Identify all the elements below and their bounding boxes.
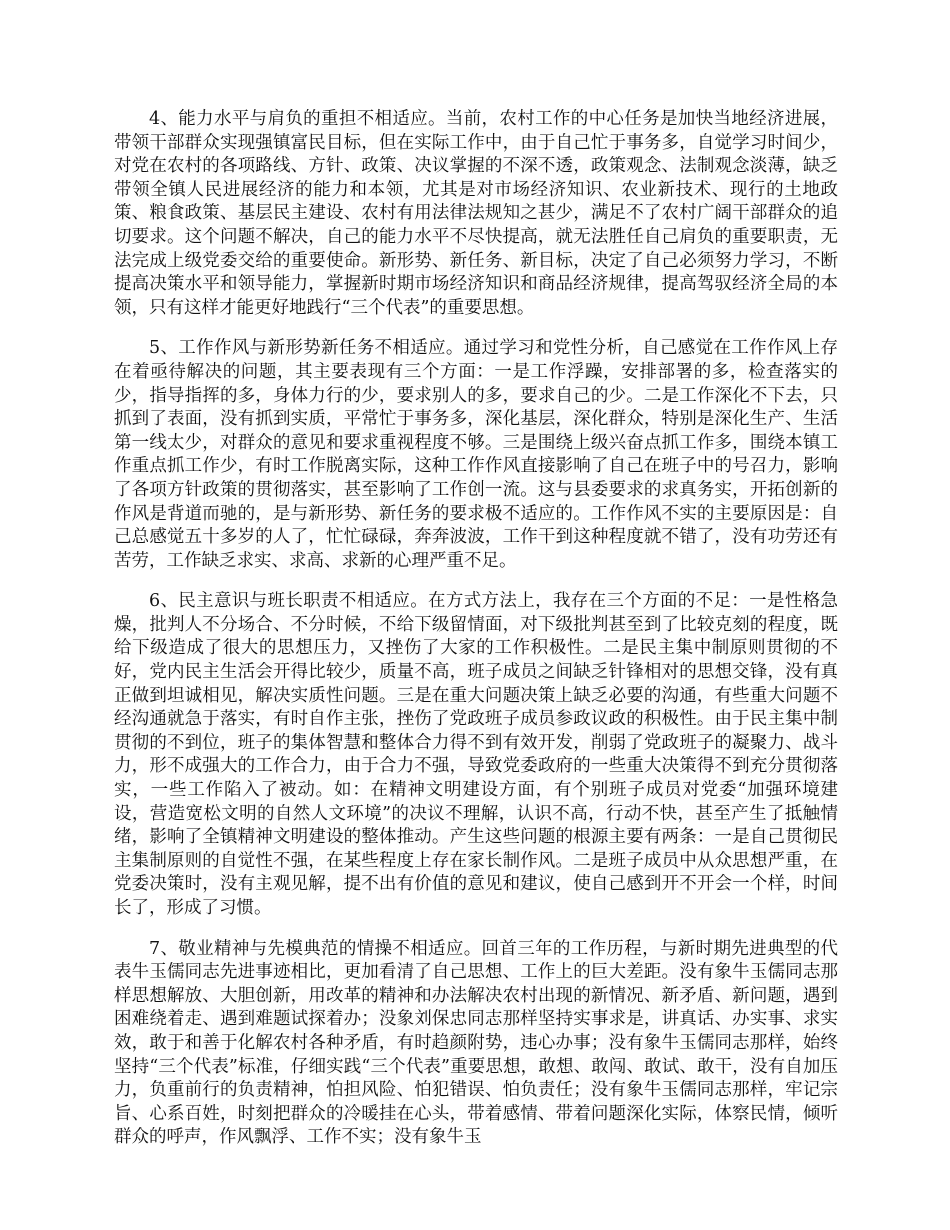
document-body bbox=[114, 108, 838, 1167]
paragraph-6: 6、民主意识与班长职责不相适应。在方式方法上，我存在三个方面的不足：一是性格急燥，批判人不分场合、不分时候，不给下级留情面，对下级批判甚至到了比较克刻的程度，既给下级造成了很大的思想压力，又挫伤了大家的工作积极性。二是民主集中制原则贯彻的不好，党内民主生活会开得比较少，质量不高，班子成员之间缺乏针锋相对的思想交锋，没有真正做到坦诚相见，解决实质性问题。三是在重大问题决策上缺乏必要的沟通，有些重大问题不经沟通就急于落实，有时自作主张，挫伤了党政班子成员参政议政的积极性。由于民主集中制贯彻的不到位，班子的集体智慧和整体合力得不到有效开发，削弱了党政班子的凝聚力、战斗力，形不成强大的工作合力，由于合力不强，导致党委政府的一些重大决策得不到充分贯彻落实，一些工作陷入了被动。如：在精神文明建设方面，有个别班子成员对党委“加强环境建设，营造宽松文明的自然人文环境”的决议不理解，认识不高，行动不快，甚至产生了抵触情绪，影响了全镇精神文明建设的整体推动。产生这些问题的根源主要有两条：一是自己贯彻民主集制原则的自觉性不强，在某些程度上存在家长制作风。二是班子成员中从众思想严重，在党委决策时，没有主观见解，提不出有价值的意见和建议，使自己感到开不开会一个样，时间长了，形成了习惯。 bbox=[114, 591, 838, 918]
paragraph-7: 7、敬业精神与先模典范的情操不相适应。回首三年的工作历程，与新时期先进典型的代表牛玉儒同志先进事迹相比，更加看清了自己思想、工作上的巨大差距。没有象牛玉儒同志那样思想解放、大胆创新，用改革的精神和办法解决农村出现的新情况、新矛盾、新问题，遇到困难绕着走、遇到难题试探着办；没象刘保忠同志那样坚持实事求是，讲真话、办实事、求实效，敢于和善于化解农村各种矛盾，有时趋颜附势，违心办事；没有象牛玉儒同志那样，始终坚持“三个代表”标准，仔细实践“三个代表”重要思想，敢想、敢闯、敢试、敢干，没有自加压力，负重前行的负责精神，怕担风险、怕犯错误、怕负责任；没有象牛玉儒同志那样，牢记宗旨、心系百姓，时刻把群众的冷暖挂在心头，带着感情、带着问题深化实际，体察民情，倾听群众的呼声，作风飘浮、工作不实；没有象牛玉 bbox=[114, 938, 838, 1148]
paragraph-5: 5、工作作风与新形势新任务不相适应。通过学习和党性分析，自己感觉在工作作风上存在着亟待解决的问题，其主要表现有三个方面：一是工作浮躁，安排部署的多，检查落实的少，指导指挥的多，身体力行的少，要求别人的多，要求自己的少。二是工作深化不下去，只抓到了表面，没有抓到实质，平常忙于事务多，深化基层，深化群众，特别是深化生产、生活第一线太少，对群众的意见和要求重视程度不够。三是围绕上级兴奋点抓工作多，围绕本镇工作重点抓工作少，有时工作脱离实际，这种工作作风直接影响了自己在班子中的号召力，影响了各项方针政策的贯彻落实，甚至影响了工作创一流。这与县委要求的求真务实，开拓创新的作风是背道而驰的，是与新形势、新任务的要求极不适应的。工作作风不实的主要原因是：自己总感觉五十多岁的人了，忙忙碌碌，奔奔波波，工作干到这种程度就不错了，没有功劳还有苦劳，工作缺乏求实、求高、求新的心理严重不足。 bbox=[114, 338, 838, 571]
paragraph-4: 4、能力水平与肩负的重担不相适应。当前，农村工作的中心任务是加快当地经济进展，带领干部群众实现强镇富民目标，但在实际工作中，由于自己忙于事务多，自觉学习时间少，对党在农村的各项路线、方针、政策、决议掌握的不深不透，政策观念、法制观念淡薄，缺乏带领全镇人民进展经济的能力和本领，尤其是对市场经济知识、农业新技术、现行的土地政策、粮食政策、基层民主建设、农村有用法律法规知之甚少，满足不了农村广阔干部群众的追切要求。这个问题不解决，自己的能力水平不尽快提高，就无法胜任自己肩负的重要职责，无法完成上级党委交给的重要使命。新形势、新任务、新目标，决定了自己必须努力学习，不断提高决策水平和领导能力，掌握新时期市场经济知识和商品经济规律，提高驾驭经济全局的本领，只有这样才能更好地践行“三个代表”的重要思想。 bbox=[114, 109, 838, 318]
